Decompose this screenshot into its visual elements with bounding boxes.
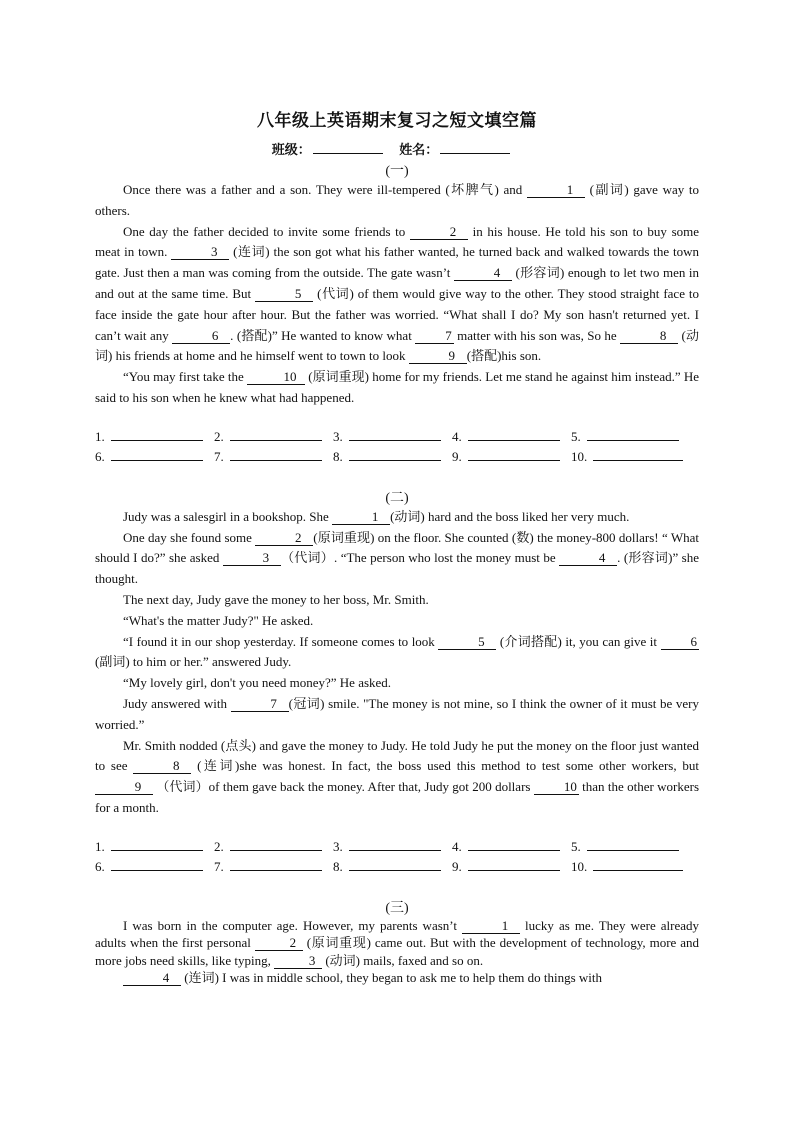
s2-paragraph-2: One day she found some 2 (原词重现) on the floor. She counted (数) the money-800 dollars! “ What should I do?” she asked 3 （代词）. “The person who lost the money must be 4 . (形容词)” she thought.: [95, 529, 700, 587]
blank-9[interactable]: 9: [409, 349, 467, 364]
answer-line[interactable]: [111, 428, 203, 441]
s2-paragraph-1: Judy was a salesgirl in a bookshop. She 1 (动词) hard and the boss liked her very much.: [123, 508, 630, 524]
blank-2[interactable]: 2: [255, 936, 303, 951]
blank-3[interactable]: 3: [274, 954, 322, 969]
answer-line[interactable]: [230, 448, 322, 461]
s3-paragraph-1: I was born in the computer age. However, my parents wasn’t 1 lucky as me. They were already adults when the first personal 2 (原词重现) came out. But with the development of technology, more and more jobs need skills, like typing, 3 (动词) mails, faxed and so on.: [95, 917, 700, 968]
answer-line[interactable]: [111, 448, 203, 461]
answer-line[interactable]: [230, 838, 322, 851]
section-1-heading: (一): [385, 164, 409, 179]
answer-line[interactable]: [468, 858, 560, 871]
blank-10[interactable]: 10: [247, 370, 305, 385]
answer-line[interactable]: [230, 428, 322, 441]
page-title: 八年级上英语期末复习之短文填空篇: [257, 111, 537, 131]
blank-3[interactable]: 3: [171, 245, 229, 260]
blank-7[interactable]: 7: [231, 697, 289, 712]
blank-10[interactable]: 10: [534, 780, 579, 795]
name-blank[interactable]: [440, 141, 510, 154]
worksheet-page: [95, 100, 699, 987]
section-2-heading: (二): [385, 490, 409, 506]
blank-1[interactable]: 1: [462, 919, 520, 934]
blank-4[interactable]: 4: [454, 266, 512, 281]
s2-paragraph-3: The next day, Judy gave the money to her boss, Mr. Smith.: [123, 591, 429, 607]
blank-9[interactable]: 9: [95, 780, 153, 795]
blank-3[interactable]: 3: [223, 551, 281, 566]
blank-5[interactable]: 5: [438, 635, 496, 650]
answer-line[interactable]: [349, 428, 441, 441]
answer-line[interactable]: [468, 448, 560, 461]
section-3-heading: (三): [385, 900, 409, 916]
class-blank[interactable]: [313, 141, 383, 154]
s1-paragraph-1: Once there was a father and a son. They were ill-tempered (坏脾气) and 1 (副词) gave way to others.: [95, 182, 700, 218]
answer-row-2: 6. 7. 8. 9. 10.: [95, 857, 699, 877]
answer-line[interactable]: [468, 838, 560, 851]
blank-4[interactable]: 4: [123, 971, 181, 986]
blank-5[interactable]: 5: [255, 287, 313, 302]
s2-paragraph-4: “What's the matter Judy?" He asked.: [123, 612, 314, 628]
answer-line[interactable]: [111, 838, 203, 851]
class-label: 班级：: [271, 143, 311, 158]
answer-line[interactable]: [593, 858, 683, 871]
answer-line[interactable]: [349, 838, 441, 851]
s2-paragraph-6: “My lovely girl, don't you need money?” He asked.: [123, 675, 392, 691]
s1-paragraph-2: One day the father decided to invite some friends to 2 in his house. He told his son to buy some meat in town. 3 (连词) the son got what his father wanted, he turned back and walked towards the town gate. Just then a man was coming from the outside. The gate wasn’t 4 (形容词) enough to let two men in and out at the same time. But 5 (代词) of them would give way to the other. They stood straight face to face inside the gate hour after hour. But the father was worried. “What shall I do? My son hasn't returned yet. I can’t wait any 6 . (搭配)” He wanted to know what 7 matter with his son was, So he 8 (动词) his friends at home and he himself went to town to look 9 (搭配)his son.: [95, 223, 700, 364]
answer-line[interactable]: [593, 448, 683, 461]
answer-line[interactable]: [111, 858, 203, 871]
answer-line[interactable]: [230, 858, 322, 871]
answer-row-1: 1. 2. 3. 4. 5.: [95, 837, 699, 857]
answer-line[interactable]: [587, 838, 679, 851]
s2-paragraph-8: Mr. Smith nodded (点头) and gave the money to Judy. He told Judy he put the money on the floor just wanted to see 8 (连词)she was honest. In fact, the boss used this method to test some other workers, but 9 （代词）of them gave back the money. After that, Judy got 200 dollars 10 than the other workers for a month.: [95, 737, 700, 815]
s2-paragraph-7: Judy answered with 7 (冠词) smile. "The money is not mine, so I think the owner of it must be very worried.”: [95, 695, 700, 732]
blank-8[interactable]: 8: [133, 759, 191, 774]
blank-2[interactable]: 2: [255, 531, 313, 546]
blank-1[interactable]: 1: [527, 183, 585, 198]
blank-6[interactable]: 6: [661, 635, 700, 650]
answer-row-2: 6. 7. 8. 9. 10.: [95, 447, 699, 467]
blank-2[interactable]: 2: [410, 225, 468, 240]
blank-7[interactable]: 7: [415, 329, 454, 344]
answer-line[interactable]: [468, 428, 560, 441]
answer-line[interactable]: [349, 858, 441, 871]
blank-1[interactable]: 1: [332, 510, 390, 525]
s1-paragraph-3: “You may first take the 10 (原词重现) home for my friends. Let me stand he against him instead.” He said to his son when he knew what had happened.: [95, 369, 700, 405]
blank-4[interactable]: 4: [559, 551, 617, 566]
answer-line[interactable]: [349, 448, 441, 461]
blank-6[interactable]: 6: [172, 329, 230, 344]
blank-8[interactable]: 8: [620, 329, 678, 344]
s3-paragraph-2: 4 (连词) I was in middle school, they began to ask me to help them do things with: [95, 969, 699, 987]
student-info-line: [95, 139, 699, 158]
name-label: 姓名：: [399, 143, 439, 158]
answer-row-1: 1. 2. 3. 4. 5.: [95, 427, 699, 447]
s2-paragraph-5: “I found it in our shop yesterday. If someone comes to look 5 (介词搭配) it, you can give it 6 (副词) to him or her.” answered Judy.: [95, 633, 698, 670]
answer-line[interactable]: [587, 428, 679, 441]
